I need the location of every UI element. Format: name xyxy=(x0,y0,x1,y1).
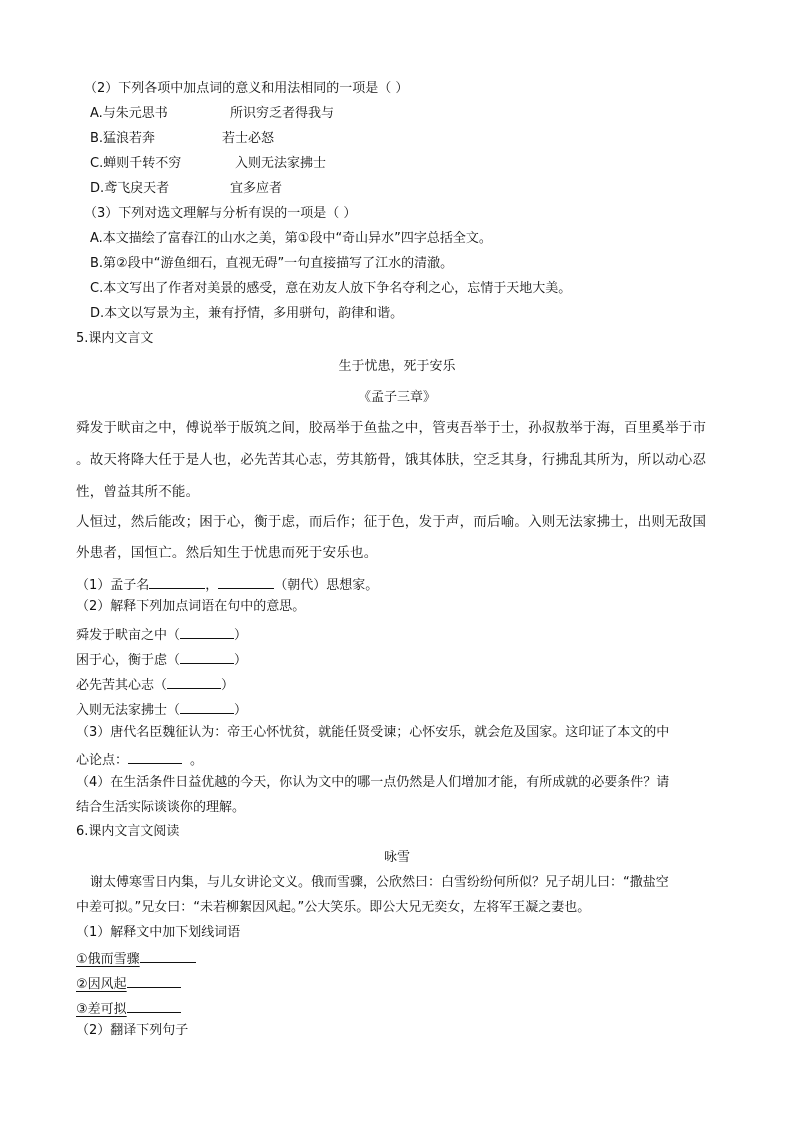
s4-q3-option-a: A.本文描绘了富春江的山水之美，第①段中“奇山异水”四字总括全文。 xyxy=(90,231,492,246)
s4-q3-option-b: B.第②段中“游鱼细石，直视无碍”一句直接描写了江水的清澈。 xyxy=(90,256,454,271)
s6-q1-item-3-blank[interactable] xyxy=(127,998,181,1013)
s4-q2-stem: （2）下列各项中加点词的意义和用法相同的一项是（ ） xyxy=(84,81,409,96)
s5-q4-line-2: 结合生活实际谈谈你的理解。 xyxy=(76,800,246,815)
s5-q2-item-1 xyxy=(76,624,247,644)
s6-q1-item-1-blank[interactable] xyxy=(140,948,196,963)
s5-title: 生于忧患，死于安乐 xyxy=(338,359,456,374)
s5-q2-item-4-blank[interactable] xyxy=(180,699,234,714)
s4-q3-stem: （3）下列对选文理解与分析有误的一项是（ ） xyxy=(84,206,357,221)
s4-q3-option-c: C.本文写出了作者对美景的感受，意在劝友人放下争名夺利之心，忘情于天地大美。 xyxy=(90,281,572,296)
s4-q2-option-a-right: 所识穷乏者得我与 xyxy=(230,106,335,121)
s4-q2-option-d-left: D.鸢飞戾天者 xyxy=(90,181,170,196)
s5-q2-item-2-blank[interactable] xyxy=(180,649,234,664)
s5-passage-line-4: 人恒过，然后能改；困于心，衡于虑，而后作；征于色，发于声，而后喻。入则无法家拂士，出则无敌国 xyxy=(76,514,707,530)
s5-q1 xyxy=(76,574,378,594)
s5-passage-line-5: 外患者，国恒亡。然后知生于忧患而死于安乐也。 xyxy=(76,545,378,561)
s6-q2-stem: （2）翻译下列句子 xyxy=(76,1023,189,1038)
s4-q2-option-c-right: 入则无法家拂士 xyxy=(235,156,327,171)
s5-q2-item-2 xyxy=(76,649,247,669)
s6-q1-item-1 xyxy=(76,948,196,968)
s6-heading: 6.课内文言文阅读 xyxy=(76,824,180,839)
s5-q3-line-2-end: 。 xyxy=(190,753,204,768)
s5-q1-text-1: （1）孟子名 xyxy=(76,578,150,593)
s5-q2-item-3 xyxy=(76,674,234,694)
s5-q2-stem: （2）解释下列加点词语在句中的意思。 xyxy=(76,599,306,614)
s5-q1-sep: ， xyxy=(205,578,219,593)
s4-q2-option-d-right: 宜多应者 xyxy=(230,181,283,196)
s5-q4-line-1: （4）在生活条件日益优越的今天，你认为文中的哪一点仍然是人们增加才能，有所成就的必要条件？请 xyxy=(76,775,670,790)
s6-q1-item-3-text: ③差可拟 xyxy=(76,1002,127,1017)
s5-q2-item-3-close: ） xyxy=(221,678,235,693)
s6-q1-item-1-text: ①俄而雪骤 xyxy=(76,952,140,967)
s4-q2-option-c-left: C.蝉则千转不穷 xyxy=(90,156,182,171)
s5-q3-blank[interactable] xyxy=(128,749,182,764)
s6-q1-item-2-blank[interactable] xyxy=(127,973,181,988)
s5-q2-item-3-blank[interactable] xyxy=(167,674,221,689)
s5-source: 《孟子三章》 xyxy=(357,390,436,405)
s5-q1-blank-name[interactable] xyxy=(149,574,205,589)
s5-q2-item-1-text: 舜发于畎亩之中（ xyxy=(76,628,181,643)
s5-q2-item-4-close: ） xyxy=(234,703,248,718)
s5-q2-item-4 xyxy=(76,699,247,719)
s4-q2-option-a-left: A.与朱元思书 xyxy=(90,106,168,121)
s5-q2-item-1-close: ） xyxy=(234,628,248,643)
s6-q1-item-2-text: ②因风起 xyxy=(76,977,127,992)
s6-passage-line-2: 中差可拟。”兄女曰：“未若柳絮因风起。”公大笑乐。即公大兄无奕女，左将军王凝之妻也。 xyxy=(76,900,591,915)
s5-q2-item-2-text: 困于心，衡于虑（ xyxy=(76,653,181,668)
s4-q3-option-d: D.本文以写景为主，兼有抒情，多用骈句，韵律和谐。 xyxy=(90,306,404,321)
s5-q3-line-2 xyxy=(76,749,203,769)
s5-q3-line-2-text: 心论点： xyxy=(76,753,129,768)
s6-q1-item-2 xyxy=(76,973,181,993)
s5-q3-line-1: （3）唐代名臣魏征认为：帝王心怀忧贫，就能任贤受谏；心怀安乐，就会危及国家。这印证了本文的中 xyxy=(76,725,670,740)
s5-q2-item-2-close: ） xyxy=(234,653,248,668)
s5-q2-item-3-text: 必先苦其心志（ xyxy=(76,678,168,693)
s5-passage-line-2: 。故天将降大任于是人也，必先苦其心志，劳其筋骨，饿其体肤，空乏其身，行拂乱其所为，所以动心忍 xyxy=(76,452,707,468)
s5-passage-line-1: 舜发于畎亩之中，傅说举于版筑之间，胶鬲举于鱼盐之中，管夷吾举于士，孙叔敖举于海，百里奚举于市 xyxy=(76,420,707,436)
s4-q2-option-b-left: B.猛浪若奔 xyxy=(90,131,156,146)
s5-q1-blank-dynasty[interactable] xyxy=(218,574,274,589)
s5-q2-item-1-blank[interactable] xyxy=(180,624,234,639)
s4-q2-option-b-right: 若士必怒 xyxy=(222,131,275,146)
s5-q1-text-2: （朝代）思想家。 xyxy=(274,578,379,593)
s6-title: 咏雪 xyxy=(383,850,410,865)
s6-q1-item-3 xyxy=(76,998,181,1018)
s5-passage-line-3: 性，曾益其所不能。 xyxy=(76,484,200,500)
s6-q1-stem: （1）解释文中加下划线词语 xyxy=(76,925,241,940)
s5-heading: 5.课内文言文 xyxy=(76,331,154,346)
s5-q2-item-4-text: 入则无法家拂士（ xyxy=(76,703,181,718)
s6-passage-line-1: 谢太傅寒雪日内集，与儿女讲论文义。俄而雪骤，公欣然曰：白雪纷纷何所似？兄子胡儿曰：“撒盐空 xyxy=(90,875,669,890)
